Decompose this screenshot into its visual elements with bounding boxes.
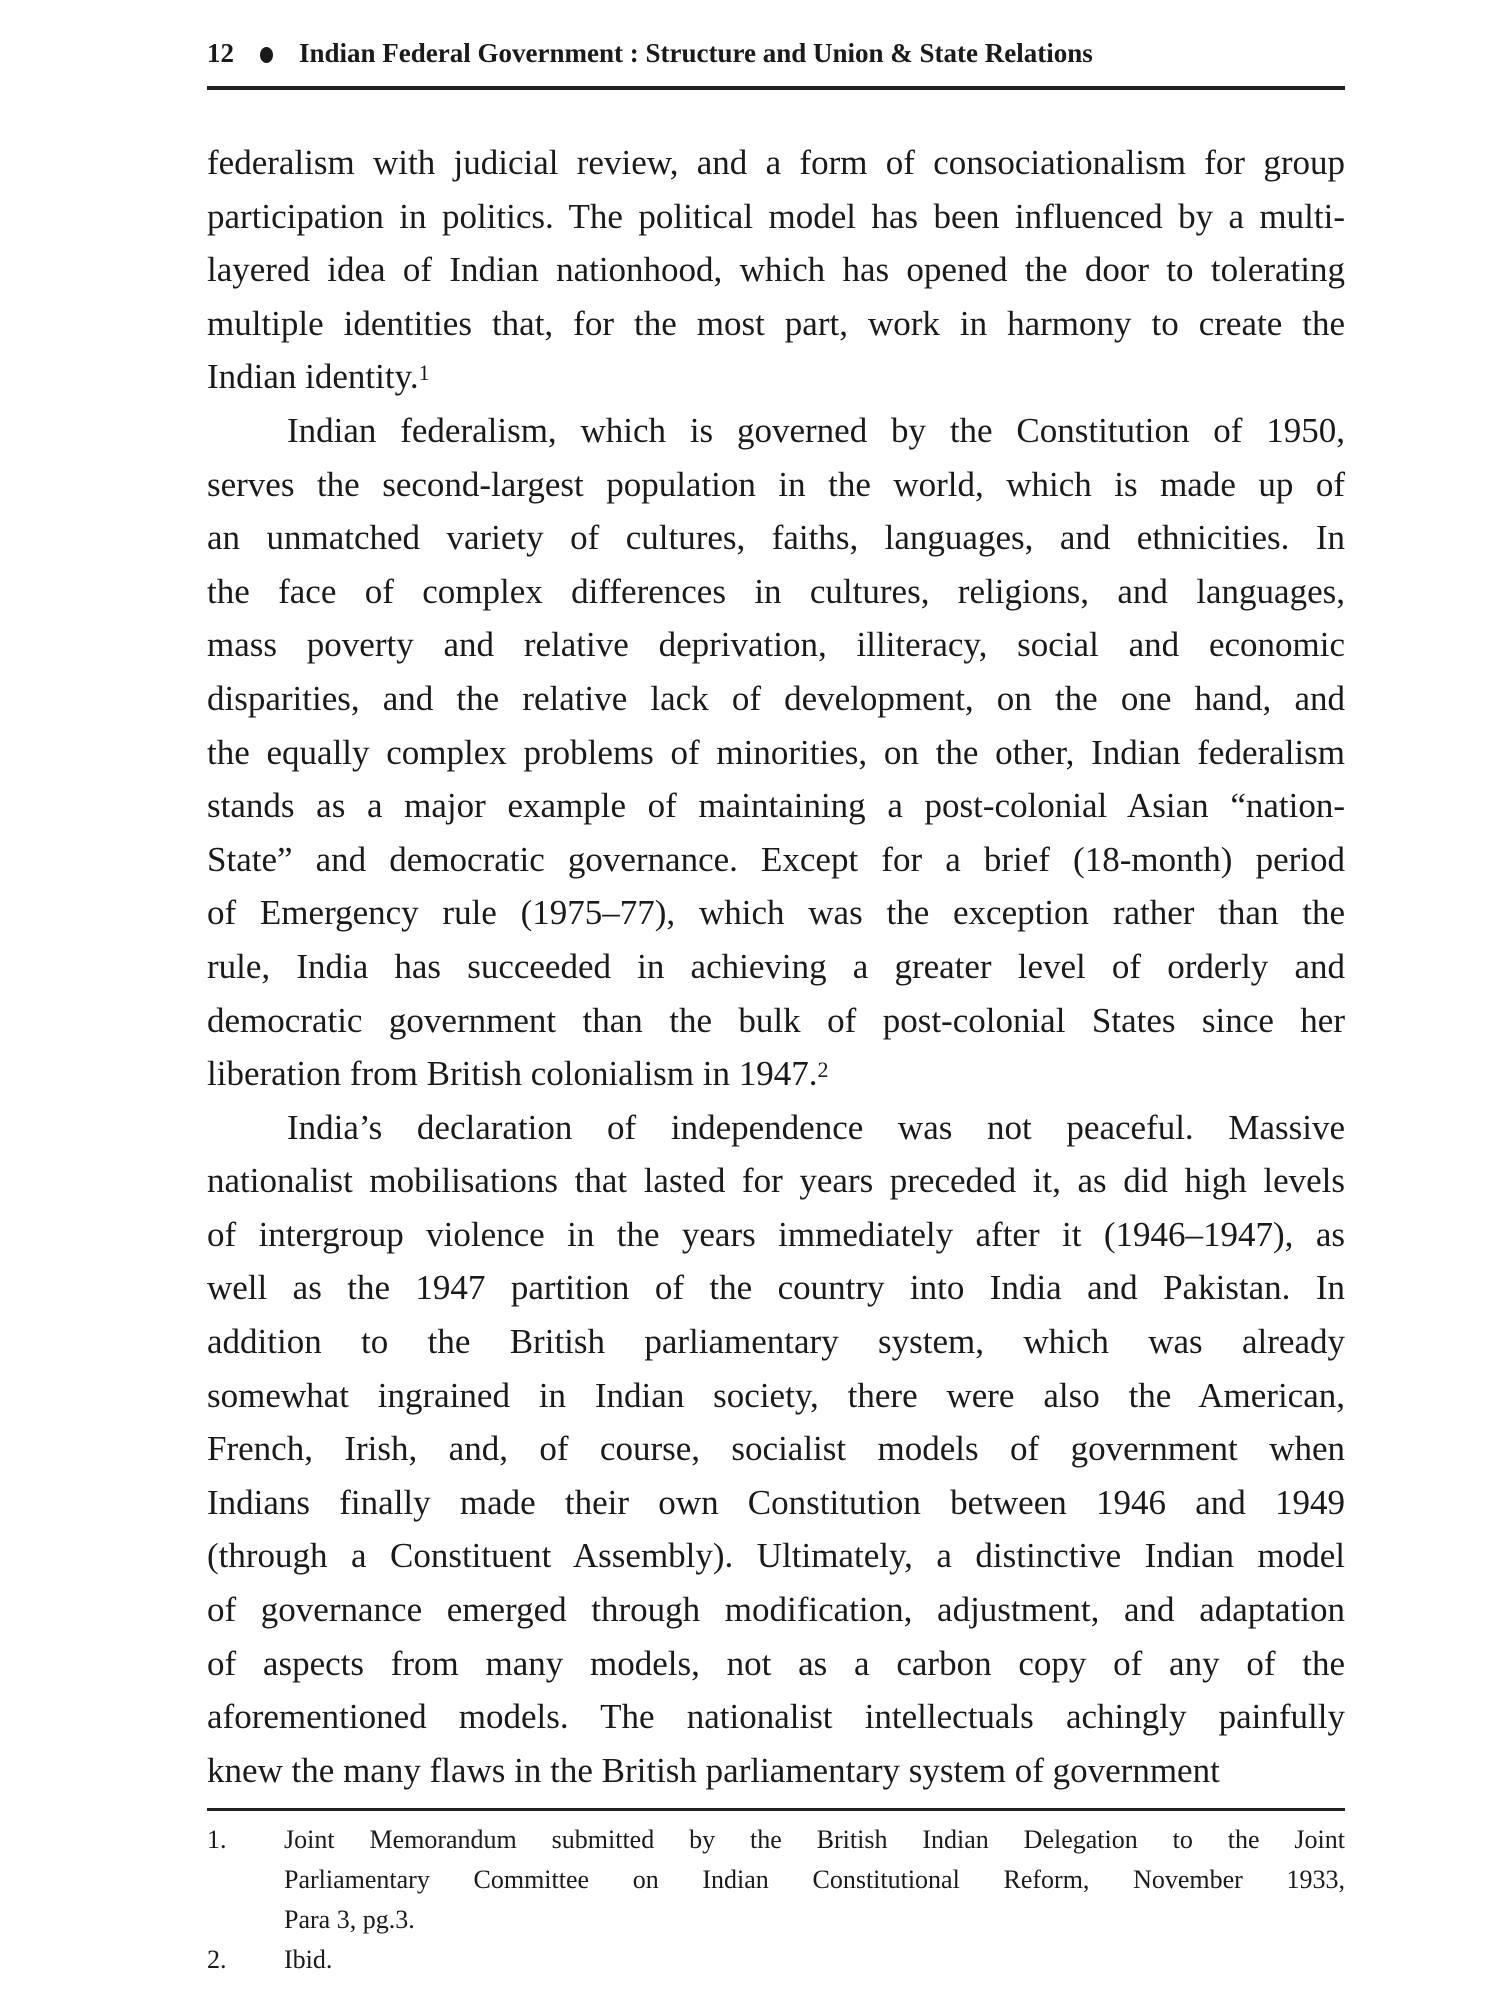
text-line: Indians finally made their own Constitution between 1946 and 1949: [207, 1482, 1345, 1522]
text-line: India’s declaration of independence was not peaceful. Massive: [287, 1107, 1345, 1147]
footnote-text: Joint Memorandum submitted by the British Indian Delegation to the Joint: [284, 1825, 1345, 1854]
footnote-ref[interactable]: 1: [418, 360, 430, 386]
text-line: rule, India has succeeded in achieving a greater level of orderly and: [207, 946, 1345, 986]
footnote-line: [207, 1900, 1345, 1940]
text-line: liberation from British colonialism in 1947.$^2$: [207, 1054, 829, 1094]
text-line: of governance emerged through modification, adjustment, and adaptation: [207, 1590, 1345, 1630]
text-line: nationalist mobilisations that lasted for years preceded it, as did high levels: [207, 1161, 1345, 1201]
text-line: stands as a major example of maintaining a post-colonial Asian “nation-: [207, 786, 1345, 826]
text-line: well as the 1947 partition of the country into India and Pakistan. In: [207, 1268, 1345, 1308]
footnote-text: Parliamentary Committee on Indian Constitutional Reform, November 1933,: [284, 1865, 1345, 1894]
text-line: of intergroup violence in the years immediately after it (1946–1947), as: [207, 1214, 1345, 1254]
text-line: Indian identity.$^1$: [207, 357, 430, 397]
text-line: federalism with judicial review, and a form of consociationalism for group: [207, 143, 1345, 182]
text-line: democratic government than the bulk of post-colonial States since her: [207, 1000, 1345, 1040]
footnote-line: [207, 1860, 1345, 1900]
text-line: addition to the British parliamentary system, which was already: [207, 1322, 1345, 1362]
footnotes: [207, 1820, 1345, 1980]
text-line: the equally complex problems of minorities, on the other, Indian federalism: [207, 732, 1345, 772]
text-line: State” and democratic governance. Except for a brief (18-month) period: [207, 839, 1345, 879]
footnote-rule: [207, 1808, 1345, 1811]
running-header: [207, 38, 1345, 69]
text-line: an unmatched variety of cultures, faiths, languages, and ethnicities. In: [207, 518, 1345, 558]
text-line: the face of complex differences in cultures, religions, and languages,: [207, 571, 1345, 611]
page-number: 12: [207, 38, 234, 68]
text-line: participation in politics. The political model has been influenced by a multi-: [207, 196, 1345, 236]
text-line: disparities, and the relative lack of development, on the one hand, and: [207, 678, 1345, 718]
text-line: of aspects from many models, not as a carbon copy of any of the: [207, 1643, 1345, 1683]
text-line: knew the many flaws in the British parliamentary system of government: [207, 1750, 1220, 1790]
footnote-line: [207, 1820, 1345, 1860]
text-line: layered idea of Indian nationhood, which has opened the door to tolerating: [207, 250, 1345, 290]
running-title: Indian Federal Government : Structure and Union & State Relations: [299, 38, 1093, 68]
text-line: mass poverty and relative deprivation, illiteracy, social and economic: [207, 625, 1345, 665]
text-line: aforementioned models. The nationalist intellectuals achingly painfully: [207, 1697, 1345, 1737]
footnote-text: Ibid.: [284, 1945, 333, 1974]
footnote-number: 1.: [207, 1825, 227, 1854]
footnote-line: [207, 1940, 1345, 1980]
text-line: (through a Constituent Assembly). Ultimately, a distinctive Indian model: [207, 1536, 1345, 1576]
body-text: [207, 136, 1345, 1797]
header-rule: [207, 86, 1345, 90]
footnote-ref[interactable]: 2: [817, 1057, 829, 1083]
bullet-icon: [260, 47, 273, 63]
text-line: multiple identities that, for the most part, work in harmony to create the: [207, 303, 1345, 343]
text-line: Indian federalism, which is governed by the Constitution of 1950,: [287, 410, 1345, 450]
footnote-text: Para 3, pg.3.: [284, 1905, 415, 1934]
footnote-number: 2.: [207, 1945, 227, 1974]
text-line: of Emergency rule (1975–77), which was the exception rather than the: [207, 893, 1345, 933]
text-line: serves the second-largest population in the world, which is made up of: [207, 464, 1345, 504]
text-line: French, Irish, and, of course, socialist models of government when: [207, 1429, 1345, 1469]
text-line: somewhat ingrained in Indian society, there were also the American,: [207, 1375, 1345, 1415]
